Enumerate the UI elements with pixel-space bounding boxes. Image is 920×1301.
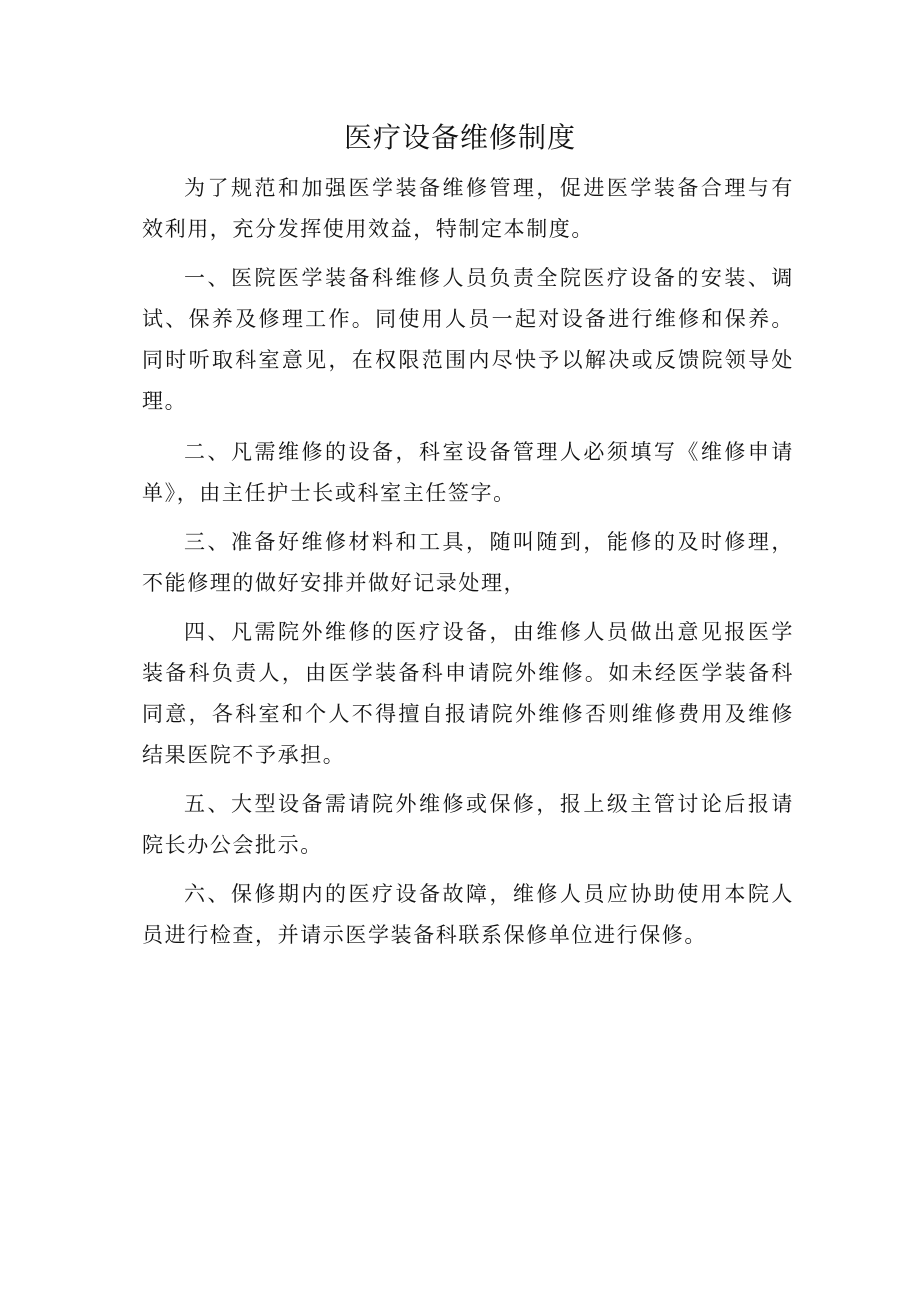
intro-paragraph: 为了规范和加强医学装备维修管理，促进医学装备合理与有效利用，充分发挥使用效益，特制定本制度。 (142, 176, 794, 241)
document-title: 医疗设备维修制度 (343, 121, 576, 154)
clause-1-paragraph: 一、医院医学装备科维修人员负责全院医疗设备的安装、调试、保养及修理工作。同使用人员一起对设备进行维修和保养。同时听取科室意见，在权限范围内尽快予以解决或反馈院领导处理。 (142, 266, 794, 413)
clause-6-paragraph: 六、保修期内的医疗设备故障，维修人员应协助使用本院人员进行检查，并请示医学装备科联系保修单位进行保修。 (142, 882, 794, 947)
clause-3-paragraph: 三、准备好维修材料和工具，随叫随到，能修的及时修理，不能修理的做好安排并做好记录处理， (142, 530, 794, 595)
document-body (142, 168, 794, 956)
clause-2-paragraph: 二、凡需维修的设备，科室设备管理人必须填写《维修申请单》，由主任护士长或科室主任签字。 (142, 440, 794, 505)
clause-4-paragraph: 四、凡需院外维修的医疗设备，由维修人员做出意见报医学装备科负责人，由医学装备科申请院外维修。如未经医学装备科同意，各科室和个人不得擅自报请院外维修否则维修费用及维修结果医院不予承担。 (142, 620, 794, 767)
clause-5-paragraph: 五、大型设备需请院外维修或保修，报上级主管讨论后报请院长办公会批示。 (142, 792, 794, 857)
